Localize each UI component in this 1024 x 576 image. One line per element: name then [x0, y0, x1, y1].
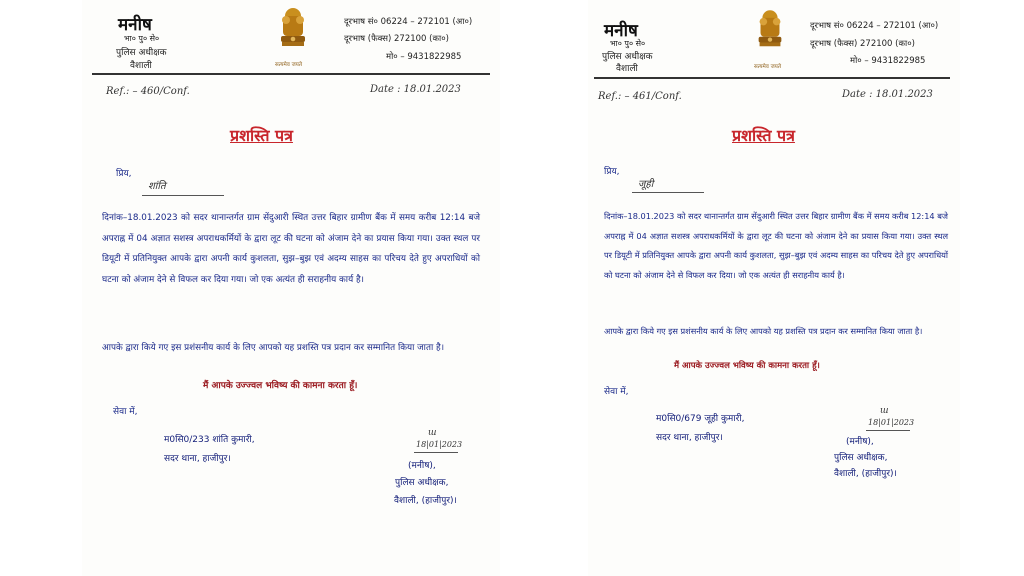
recipient-line-2: सदर थाना, हाजीपुर।	[656, 433, 723, 443]
recipient-line-2: सदर थाना, हाजीपुर।	[164, 454, 231, 464]
certificate-letter-right	[588, 0, 960, 576]
national-emblem-icon	[752, 6, 788, 60]
closing-wish: मैं आपके उज्ज्वल भविष्य की कामना करता हूँ।	[203, 381, 358, 391]
closing-wish: मैं आपके उज्ज्वल भविष्य की कामना करता हूँ।	[674, 361, 820, 371]
header-rule	[92, 73, 490, 75]
body-paragraph-1: दिनांक–18.01.2023 को सदर थानान्तर्गत ग्राम सेंदुआरी स्थित उत्तर बिहार ग्रामीण बैंक में समय करीब 12:14 बजे अपराह्न में 04 अज्ञात सशस्त्र अपराधकर्मियों के द्वारा लूट की घटना को अंजाम देने का प्रयास किया गया। उक्त स्थल पर डियूटी में प्रतिनियुक्त आपके द्वारा अपनी कार्य कुशलता, सुझ–बुझ एवं अदम्य साहस का परिचय देते हुए अपराधियों को घटना को अंजाम देने से विफल कर दिया। जो एक अत्यंत ही सराहनीय कार्य है।	[604, 211, 948, 280]
office-phone: दूरभाष सं० 06224 – 272101 (आ०)	[344, 17, 473, 27]
sender-post: पुलिस अधीक्षक	[602, 52, 653, 62]
salutation: प्रिय,	[604, 167, 620, 177]
recipient-line-1: म0सि0/233 शांति कुमारी,	[164, 435, 255, 445]
signatory-place: वैशाली, (हाजीपुर)।	[834, 469, 897, 479]
page-title: प्रशस्ति पत्र	[230, 126, 293, 145]
sender-rank: भा० पु० से०	[610, 39, 646, 48]
signature-mark: ш	[428, 428, 437, 438]
body-paragraph-2: आपके द्वारा किये गए इस प्रशंसनीय कार्य के लिए आपको यह प्रशस्ति पत्र प्रदान कर सम्मानित किया जाता है।	[102, 343, 445, 353]
addressee-underline	[632, 192, 704, 193]
signatory-name: (मनीष),	[408, 461, 436, 471]
mobile-number: मो० – 9431822985	[386, 52, 462, 62]
reference-number: Ref.: – 461/Conf.	[598, 91, 682, 102]
letter-date: Date : 18.01.2023	[842, 89, 933, 100]
signatory-post: पुलिस अधीक्षक,	[834, 453, 888, 463]
body-paragraph-2: आपके द्वारा किये गए इस प्रशंसनीय कार्य के लिए आपको यह प्रशस्ति पत्र प्रदान कर सम्मानित किया जाता है।	[604, 326, 923, 336]
seva-line: सेवा में,	[604, 387, 629, 397]
fax-number: दूरभाष (फैक्स) 272100 (का०)	[810, 39, 915, 49]
fax-number: दूरभाष (फैक्स) 272100 (का०)	[344, 34, 449, 44]
seva-line: सेवा में,	[113, 407, 138, 417]
signatory-place: वैशाली, (हाजीपुर)।	[394, 496, 457, 506]
office-phone: दूरभाष सं० 06224 – 272101 (आ०)	[810, 21, 939, 31]
signature-date: 18|01|2023	[868, 418, 915, 427]
national-emblem-icon	[274, 4, 312, 60]
sender-name: मनीष	[604, 21, 638, 41]
signature-underline	[866, 430, 910, 431]
emblem-motto: सत्यमेव जयते	[275, 62, 303, 68]
signature-mark: ш	[880, 406, 889, 416]
signature-date: 18|01|2023	[416, 440, 463, 449]
sender-post: पुलिस अधीक्षक	[116, 48, 167, 58]
sender-district: वैशाली	[130, 61, 152, 71]
certificate-letter-left	[82, 0, 500, 576]
signatory-name: (मनीष),	[846, 437, 874, 447]
salutation: प्रिय,	[116, 169, 132, 179]
addressee-name: शांति	[148, 181, 166, 192]
sender-district: वैशाली	[616, 64, 638, 74]
header-rule	[594, 77, 950, 79]
body-paragraph-1: दिनांक–18.01.2023 को सदर थानान्तर्गत ग्राम सेंदुआरी स्थित उत्तर बिहार ग्रामीण बैंक में समय करीब 12:14 बजे अपराह्न में 04 अज्ञात सशस्त्र अपराधकर्मियों के द्वारा लूट की घटना को अंजाम देने का प्रयास किया गया। उक्त स्थल पर डियूटी में प्रतिनियुक्त आपके द्वारा अपनी कार्य कुशलता, सुझ–बुझ एवं अदम्य साहस का परिचय देते हुए अपराधियों को घटना को अंजाम देने से विफल कर दिया गया। जो एक अत्यंत ही सराहनीय कार्य है।	[102, 213, 480, 285]
sender-rank: भा० पु० से०	[124, 34, 160, 43]
reference-number: Ref.: – 460/Conf.	[106, 86, 190, 97]
signature-underline	[414, 452, 458, 453]
addressee-underline	[142, 195, 224, 196]
signatory-post: पुलिस अधीक्षक,	[395, 478, 449, 488]
emblem-motto: सत्यमेव जयते	[754, 64, 782, 70]
page-title: प्रशस्ति पत्र	[732, 126, 795, 145]
addressee-name: जूही	[638, 179, 654, 190]
recipient-line-1: म0सि0/679 जूही कुमारी,	[656, 414, 745, 424]
sender-name: मनीष	[118, 15, 152, 35]
letter-date: Date : 18.01.2023	[370, 84, 461, 95]
mobile-number: मो० – 9431822985	[850, 56, 926, 66]
